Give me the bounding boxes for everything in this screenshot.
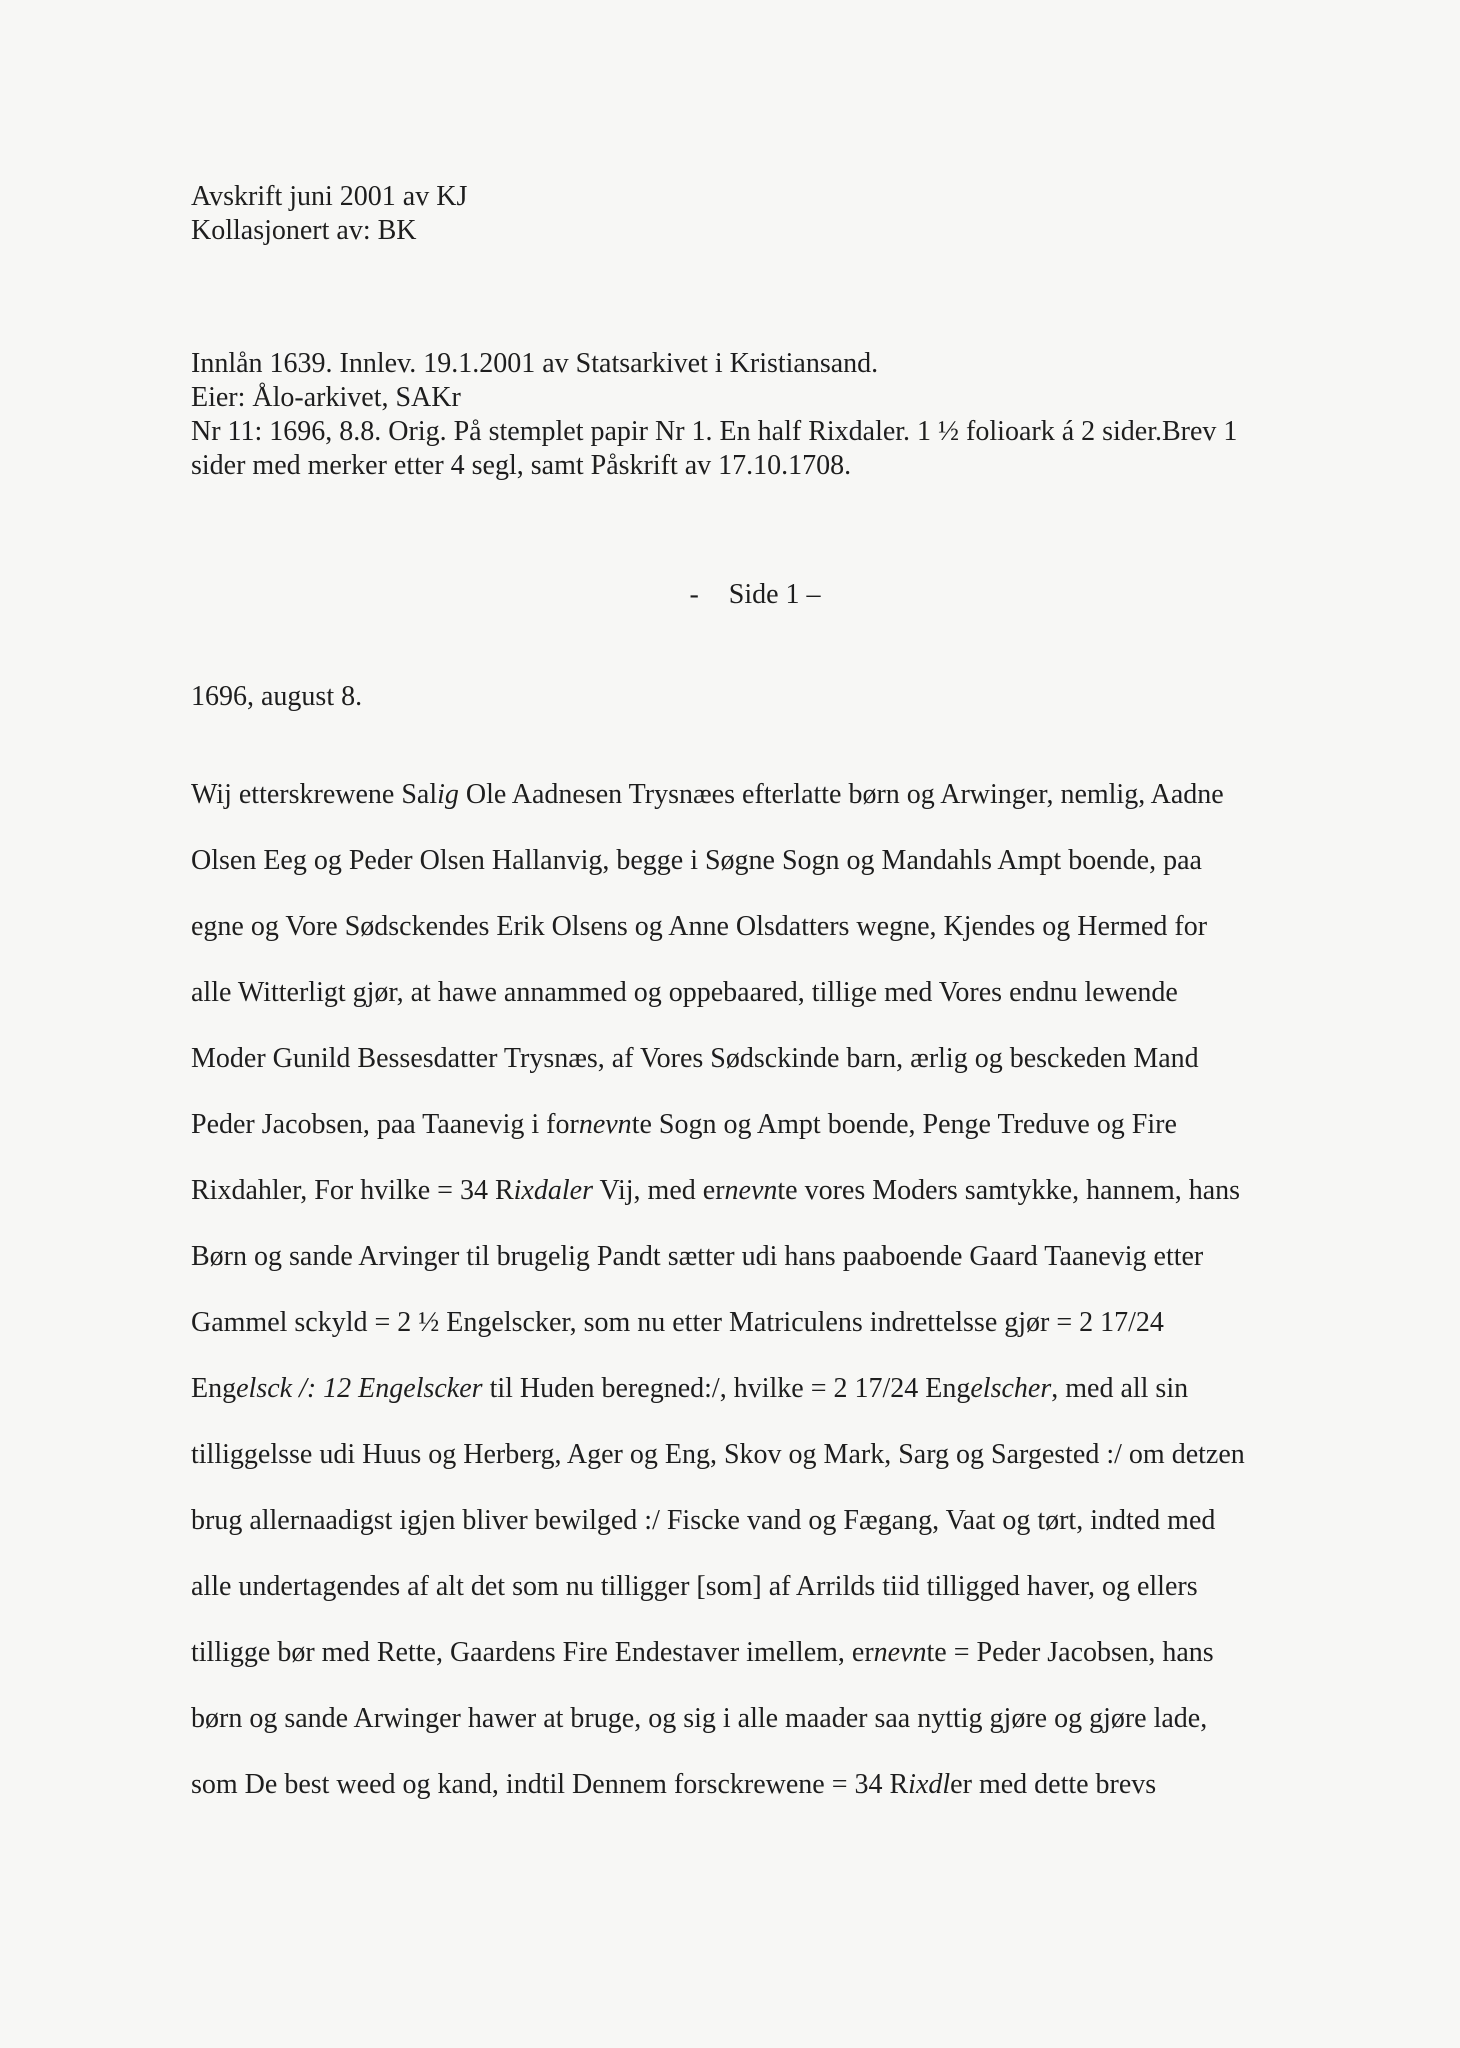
transcript-line	[191, 1372, 1291, 1438]
owner-info: Eier: Ålo-arkivet, SAKr	[191, 382, 461, 413]
transcript-line	[191, 1174, 1291, 1240]
italic-expansion: nevn	[724, 1175, 778, 1206]
transcription-header	[191, 180, 467, 248]
transcript-text: tilligge bør med Rette, Gaardens Fire Endestaver imellem, er	[191, 1637, 874, 1668]
transcript-text: egne og Vore Sødsckendes Erik Olsens og Anne Olsdatters wegne, Kjendes og Hermed for	[191, 911, 1208, 942]
transcript-body	[191, 778, 1291, 1834]
transcript-line	[191, 1108, 1291, 1174]
italic-expansion: elsck /: 12 Engelscker	[236, 1373, 483, 1404]
page-marker	[0, 578, 1460, 612]
transcript-line	[191, 1504, 1291, 1570]
transcript-text: Gammel sckyld = 2 ½ Engelscker, som nu etter Matriculens indrettelsse gjør = 2 17/24	[191, 1307, 1164, 1338]
transcript-text: Børn og sande Arvinger til brugelig Pandt sætter udi hans paaboende Gaard Taanevig etter	[191, 1241, 1204, 1272]
transcript-text: Rixdahler, For hvilke = 34 R	[191, 1175, 514, 1206]
transcript-line	[191, 1702, 1291, 1768]
italic-expansion: ixdaler	[513, 1175, 593, 1206]
transcript-text: Vij, med er	[592, 1175, 725, 1206]
transcript-line	[191, 1636, 1291, 1702]
transcript-text: r	[962, 1769, 972, 1800]
transcript-text: te Sogn og Ampt boende, Penge Treduve og Fire	[631, 1109, 1177, 1140]
transcript-text: som De best weed og kand, indtil Dennem forsckrewene = 34 R	[191, 1769, 909, 1800]
transcript-line	[191, 910, 1291, 976]
italic-expansion: nevn	[873, 1637, 927, 1668]
transcript-line	[191, 778, 1291, 844]
transcript-text: te vores Moders samtykke, hannem, hans	[777, 1175, 1241, 1206]
transcript-text: Eng	[191, 1373, 237, 1404]
document-date: 1696, august 8.	[191, 681, 363, 712]
transcript-text: tilliggelsse udi Huus og Herberg, Ager og Eng, Skov og Mark, Sarg og Sargested :/ om detzen	[191, 1439, 1245, 1470]
transcript-text: Peder Jacobsen, paa Taanevig i for	[191, 1109, 579, 1140]
transcript-text: alle Witterligt gjør, at hawe annammed og oppebaared, tillige med Vores endnu lewende	[191, 977, 1178, 1008]
transcript-line	[191, 1768, 1291, 1834]
transcript-text: Olsen Eeg og Peder Olsen Hallanvig, begge i Søgne Sogn og Mandahls Ampt boende, paa	[191, 845, 1202, 876]
transcript-line	[191, 976, 1291, 1042]
transcript-text: til Huden beregned:/, hvilke = 2 17/24 Eng	[482, 1373, 971, 1404]
italic-expansion: ig	[437, 779, 459, 810]
transcript-line	[191, 1438, 1291, 1504]
collation-note: Kollasjonert av: BK	[191, 215, 417, 246]
loan-info: Innlån 1639. Innlev. 19.1.2001 av Statsarkivet i Kristiansand.	[191, 348, 879, 379]
document-description-cont: sider med merker etter 4 segl, samt Påskrift av 17.10.1708.	[191, 450, 852, 481]
transcript-line	[191, 1570, 1291, 1636]
page-marker-label: Side 1 –	[728, 579, 821, 610]
italic-expansion: ixdl	[908, 1769, 951, 1800]
transcript-line	[191, 1042, 1291, 1108]
transcript-text: Wij etterskrewene Sal	[191, 779, 438, 810]
archive-metadata	[191, 347, 1291, 483]
document-description: Nr 11: 1696, 8.8. Orig. På stemplet papir Nr 1. En half Rixdaler. 1 ½ folioark á 2 sider.Brev 1	[191, 416, 1238, 447]
italic-expansion: elscher	[970, 1373, 1052, 1404]
transcript-text: Ole Aadnesen Trysnæes efterlatte børn og Arwinger, nemlig, Aadne	[458, 779, 1224, 810]
transcript-line	[191, 1306, 1291, 1372]
transcript-text: alle undertagendes af alt det som nu tilligger [som] af Arrilds tiid tilligged haver, og ellers	[191, 1571, 1198, 1602]
transcript-text: med dette brevs	[971, 1769, 1157, 1800]
transcript-text: e	[950, 1769, 963, 1800]
transcript-line	[191, 844, 1291, 910]
transcription-note: Avskrift juni 2001 av KJ	[191, 181, 468, 212]
transcript-text: Moder Gunild Bessesdatter Trysnæs, af Vores Sødsckinde barn, ærlig og besckeden Mand	[191, 1043, 1199, 1074]
page-marker-dash: -	[689, 579, 699, 610]
transcript-text: , med all sin	[1051, 1373, 1189, 1404]
transcript-line	[191, 1240, 1291, 1306]
transcript-text: te = Peder Jacobsen, hans	[926, 1637, 1214, 1668]
italic-expansion: nevn	[578, 1109, 632, 1140]
transcript-text: børn og sande Arwinger hawer at bruge, og sig i alle maader saa nyttig gjøre og gjøre lade,	[191, 1703, 1208, 1734]
transcript-text: brug allernaadigst igjen bliver bewilged :/ Fiscke vand og Fægang, Vaat og tørt, indted med	[191, 1505, 1216, 1536]
